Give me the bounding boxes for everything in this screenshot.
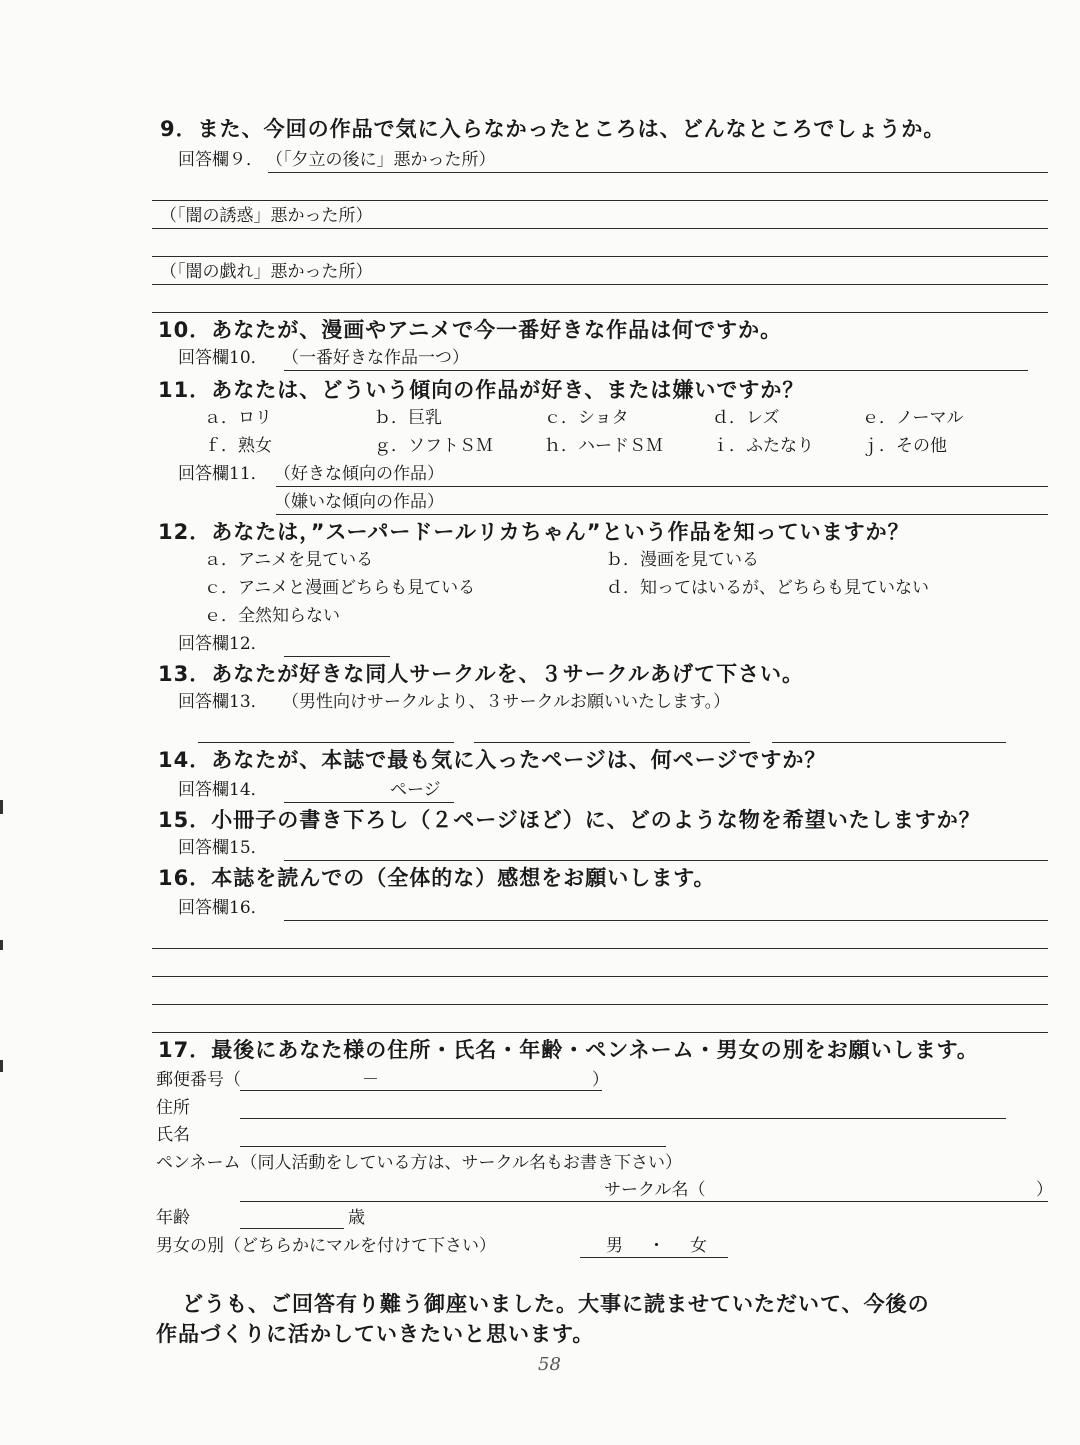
answer-line[interactable] xyxy=(276,514,1048,515)
gender-label: 男女の別（どちらかにマルを付けて下さい） xyxy=(156,1236,496,1256)
answer-label-13: 回答欄13． xyxy=(178,692,268,712)
closing-line-2: 作品づくりに活かしていきたいと思います。 xyxy=(156,1322,595,1346)
answer-line[interactable] xyxy=(284,802,454,803)
question-10: 10．あなたが、漫画やアニメで今一番好きな作品は何ですか。 xyxy=(158,318,783,342)
question-13: 13．あなたが好きな同人サークルを、３サークルあげて下さい。 xyxy=(158,662,804,686)
gender-female[interactable]: 女 xyxy=(690,1236,707,1256)
q11-dislike: （嫌いな傾向の作品） xyxy=(274,492,444,512)
question-16: 16．本誌を読んでの（全体的な）感想をお願いします。 xyxy=(158,866,716,890)
option-e: ｅ．ノーマル xyxy=(862,408,964,428)
q9-sub-yuudachi: （「夕立の後に」悪かった所） xyxy=(266,150,496,170)
postal-code-close: ） xyxy=(592,1070,609,1090)
answer-line[interactable] xyxy=(152,312,1048,313)
answer-line[interactable] xyxy=(276,486,1048,487)
answer-line[interactable] xyxy=(152,284,1048,285)
option-e: ｅ．全然知らない xyxy=(204,606,340,626)
name-field[interactable] xyxy=(240,1146,666,1147)
option-c: ｃ．アニメと漫画どちらも見ている xyxy=(204,578,476,598)
answer-line[interactable] xyxy=(152,976,1048,977)
answer-line[interactable] xyxy=(772,742,1006,743)
answer-line[interactable] xyxy=(152,948,1048,949)
answer-line[interactable] xyxy=(268,172,1048,173)
option-d: ｄ．知ってはいるが、どちらも見ていない xyxy=(606,578,929,598)
age-field[interactable] xyxy=(240,1228,344,1229)
q11-like: （好きな傾向の作品） xyxy=(274,464,444,484)
answer-line[interactable] xyxy=(284,920,1048,921)
answer-line[interactable] xyxy=(284,860,1048,861)
answer-line[interactable] xyxy=(474,742,750,743)
question-9: 9．また、今回の作品で気に入らなかったところは、どんなところでしょうか。 xyxy=(160,117,946,141)
option-a: ａ．アニメを見ている xyxy=(204,550,374,570)
penname-field[interactable] xyxy=(240,1201,1048,1202)
q9-sub-yami-tawamure: （「闇の戯れ」悪かった所） xyxy=(160,262,373,282)
postal-code-dash: － xyxy=(362,1070,379,1090)
penname-label: ペンネーム（同人活動をしている方は、サークル名もお書き下さい） xyxy=(156,1153,682,1173)
option-c: ｃ．ショタ xyxy=(544,408,629,428)
option-g: ｇ．ソフトＳＭ xyxy=(374,436,493,456)
name-label: 氏名 xyxy=(156,1125,190,1145)
question-11: 11．あなたは、どういう傾向の作品が好き、または嫌いですか？ xyxy=(158,378,805,402)
age-unit: 歳 xyxy=(348,1208,365,1228)
answer-line[interactable] xyxy=(152,1004,1048,1005)
answer-line[interactable] xyxy=(152,200,1048,201)
answer-label-9: 回答欄９． xyxy=(178,150,263,170)
postal-code-label: 郵便番号（ xyxy=(156,1070,241,1090)
answer-line[interactable] xyxy=(284,656,390,657)
postal-code-field[interactable] xyxy=(240,1090,602,1091)
closing-line-1: どうも、ご回答有り難う御座いました。大事に読ませていただいて、今後の xyxy=(182,1292,930,1316)
option-d: ｄ．レズ xyxy=(712,408,780,428)
answer-line[interactable] xyxy=(152,256,1048,257)
option-b: ｂ．漫画を見ている xyxy=(606,550,759,570)
option-b: ｂ．巨乳 xyxy=(374,408,442,428)
age-label: 年齢 xyxy=(156,1208,190,1228)
q10-hint: （一番好きな作品一つ） xyxy=(282,348,469,368)
page-left-edge-mark xyxy=(0,1060,3,1072)
question-14: 14．あなたが、本誌で最も気に入ったページは、何ページですか？ xyxy=(158,748,827,772)
q13-hint: （男性向けサークルより、３サークルお願いいたします。） xyxy=(282,692,731,712)
option-i: ｉ．ふたなり xyxy=(712,436,814,456)
q14-unit: ページ xyxy=(390,780,441,800)
gender-field[interactable] xyxy=(580,1257,728,1258)
question-12: 12．あなたは，”スーパードールリカちゃん”という作品を知っていますか？ xyxy=(158,520,910,544)
option-j: ｊ．その他 xyxy=(862,436,947,456)
address-field[interactable] xyxy=(240,1118,1006,1119)
address-label: 住所 xyxy=(156,1098,190,1118)
answer-line[interactable] xyxy=(198,742,454,743)
answer-label-14: 回答欄14． xyxy=(178,780,268,800)
answer-line[interactable] xyxy=(284,370,1028,371)
page-number: 58 xyxy=(538,1354,561,1375)
answer-label-12: 回答欄12． xyxy=(178,634,268,654)
answer-label-16: 回答欄16． xyxy=(178,898,268,918)
answer-label-10: 回答欄10． xyxy=(178,348,268,368)
answer-label-11: 回答欄11． xyxy=(178,464,268,484)
option-f: ｆ．熟女 xyxy=(204,436,272,456)
gender-male[interactable]: 男 xyxy=(606,1236,623,1256)
option-h: ｈ．ハードＳＭ xyxy=(544,436,663,456)
q9-sub-yami-yuuwaku: （「闇の誘惑」悪かった所） xyxy=(160,206,373,226)
page-left-edge-mark xyxy=(0,800,3,814)
question-15: 15．小冊子の書き下ろし（２ページほど）に、どのような物を希望いたしますか？ xyxy=(158,808,981,832)
page-left-edge-mark xyxy=(0,940,3,950)
answer-line[interactable] xyxy=(152,228,1048,229)
circle-name-close: ） xyxy=(1036,1180,1053,1200)
gender-separator: ・ xyxy=(648,1236,665,1256)
question-17: 17．最後にあなた様の住所・氏名・年齢・ペンネーム・男女の別をお願いします。 xyxy=(158,1038,979,1062)
answer-line[interactable] xyxy=(152,1032,1048,1033)
answer-label-15: 回答欄15． xyxy=(178,838,268,858)
option-a: ａ．ロリ xyxy=(204,408,272,428)
circle-name-label: サークル名（ xyxy=(604,1180,706,1200)
